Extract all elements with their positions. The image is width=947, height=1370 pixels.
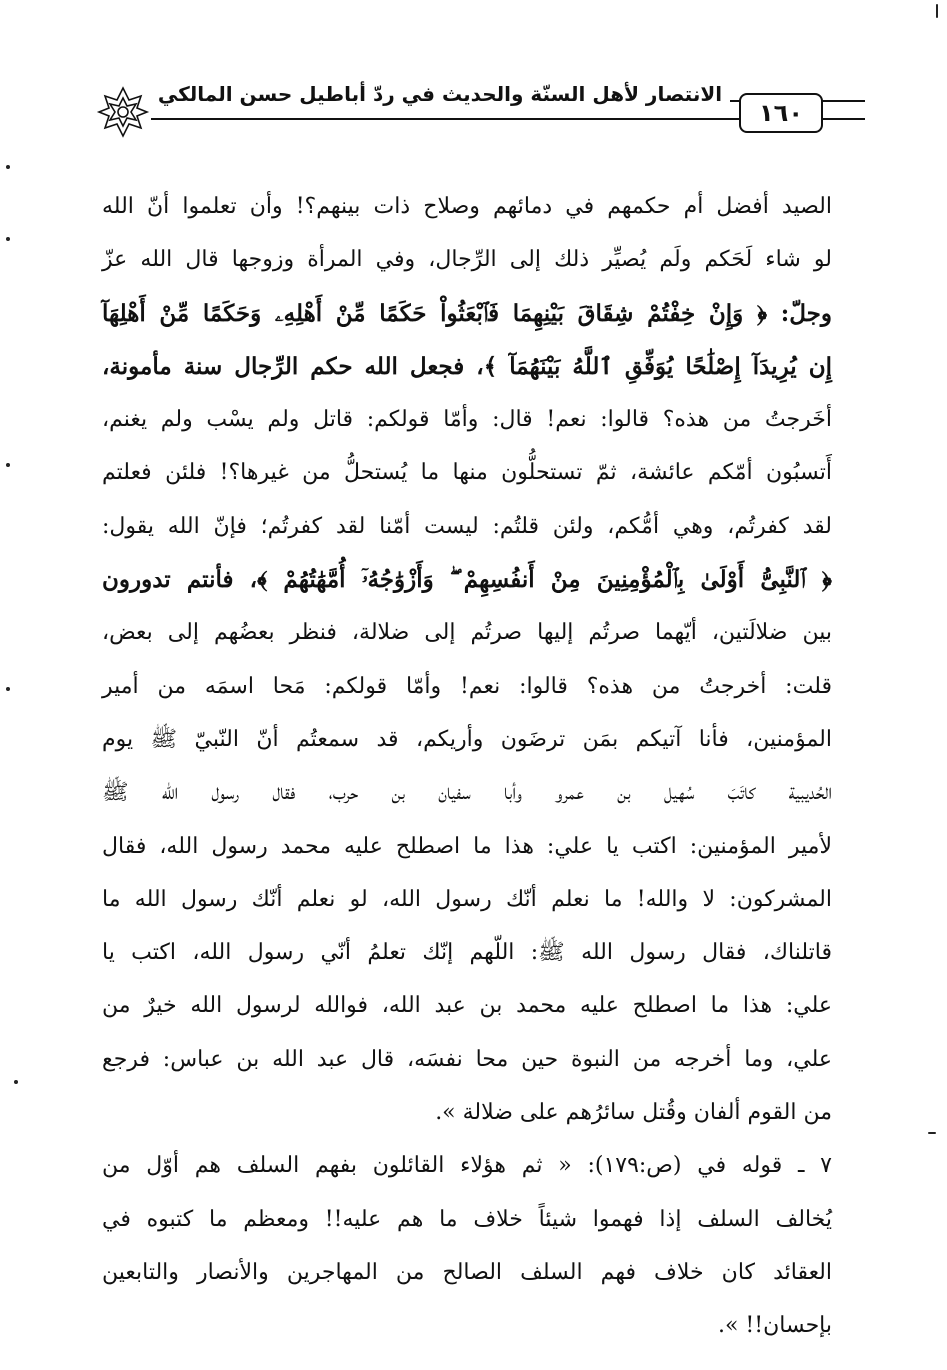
text-line: يُخالف السلف إذا فهموا شيئاً خلاف ما هم عليه!! ومعظم ما كتبوه في [102, 1206, 832, 1232]
scan-speck [6, 237, 10, 241]
quran-verse-line: ﴿ ٱلنَّبِىُّ أَوْلَىٰ بِٱلْمُؤْمِنِينَ مِنْ أَنفُسِهِمْ ۖ وَأَزْوَٰجُهُۥٓ أُمَّهَٰتُهُمْ ﴾، فأنتم تدورون [102, 566, 832, 594]
body-text [102, 180, 832, 1353]
text-line: المؤمنين، فأنا آتيكم بمَن ترضَون وأريكم، قد سمعتُم أنّ النّبيّ ﷺ يوم [102, 726, 832, 752]
scan-speck [14, 1080, 18, 1084]
text-line: الحُديبية كاتَبَ سُهيل بن عمرو وأبا سفيان بن حرب، فقال رسول الله ﷺ [102, 780, 832, 806]
text-line: بين ضلالَتين، أيّهما صرتُم إليها صرتُم إلى ضلالة، فنظر بعضُهم إلى بعض، [102, 620, 832, 646]
scan-speck [6, 463, 10, 467]
text-line: المشركون: لا والله! ما نعلم أنّك رسول الله، لو نعلم أنّك رسول الله ما [102, 886, 832, 912]
text-line: أَتسبُون أمّكم عائشة، ثمّ تستحلُّون منها ما يُستحلُّ من غيرها؟! فلئن فعلتم [102, 460, 832, 486]
text-line: لقد كفرتُم، وهي أمُّكم، ولئن قلتُم: ليست أمّنا لقد كفرتُم؛ فإنّ الله يقول: [102, 513, 832, 539]
text-line: بإحسان!! ». [717, 1313, 832, 1339]
text-line: علي، وما أخرجه من النبوة حين محا نفسَه، قال عبد الله بن عباس: فرجع [102, 1046, 832, 1072]
text-line: قاتلناك، فقال رسول الله ﷺ: اللّهم إنّك تعلمُ أنّي رسول الله، اكتب يا [102, 940, 832, 966]
text-line: الصيد أفضل أم حكمهم في دمائهم وصلاح ذات بينهم؟! وأن تعلموا أنّ الله [102, 194, 832, 219]
running-header [95, 84, 865, 154]
scan-speck [936, 4, 938, 18]
text-line: علي: هذا ما اصطلح عليه محمد بن عبد الله، فوالله لرسول الله خيرٌ من [102, 993, 832, 1019]
ornament-star-icon [95, 84, 151, 140]
text-line: العقائد كان خلاف فهم السلف الصالح من المهاجرين والأنصار والتابعين [102, 1259, 833, 1285]
text-line: ٧ ـ قوله في (ص:١٧٩): « ثم هؤلاء القائلون بفهم السلف هم أوّل من [102, 1153, 832, 1179]
scan-speck [6, 165, 10, 169]
text-line: أخَرجتُ من هذه؟ قالوا: نعم! قال: وأمّا قولكم: قاتل ولم يسْب ولم يغنم، [102, 407, 832, 433]
scan-speck [6, 687, 10, 691]
text-line: لو شاء لَحَكم ولَم يُصيِّر ذلك إلى الرِّجال، وفي المرأة وزوجها قال الله عزّ [102, 247, 832, 273]
scan-speck [928, 1132, 936, 1134]
page-number: ١٦٠ [759, 99, 803, 127]
page-number-box [739, 93, 823, 133]
text-line: من القوم ألفان وقُتل سائرُهم على ضلالة ». [435, 1100, 832, 1126]
header-title: الانتصار لأهل السنّة والحديث في ردّ أباطيل حسن المالكي [150, 82, 730, 106]
quran-verse-line: إِن يُرِيدَآ إِصْلَٰحًا يُوَفِّقِ ٱللَّهُ بَيْنَهُمَآ ﴾، فجعل الله حكم الرِّجال سنة مأمونة، [102, 352, 832, 380]
text-line: لأمير المؤمنين: اكتب يا علي: هذا ما اصطلح عليه محمد رسول الله، فقال [102, 833, 832, 859]
text-line: قلت: أخرجتُ من هذه؟ قالوا: نعم! وأمّا قولكم: مَحا اسمَه من أمير [102, 673, 833, 699]
quran-verse-line: وجلّ: ﴿ وَإِنْ خِفْتُمْ شِقَاقَ بَيْنِهِمَا فَٱبْعَثُواْ حَكَمًا مِّنْ أَهْلِهِۦ وَحَكَمًا مِّنْ أَهْلِهَآ [102, 299, 832, 327]
